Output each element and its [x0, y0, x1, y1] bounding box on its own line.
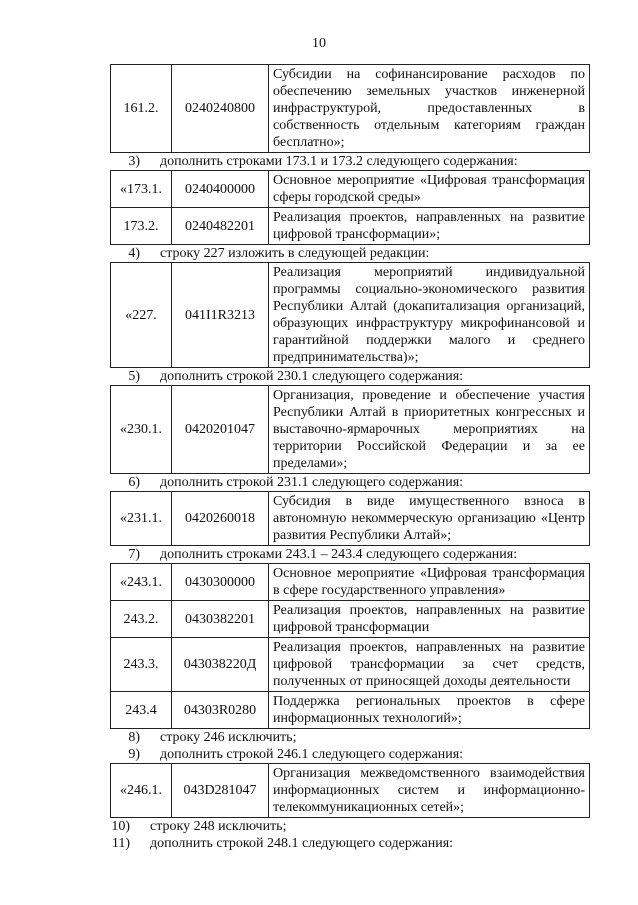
amendment-line — [110, 746, 590, 763]
amendment-line — [110, 474, 590, 491]
row-text: Субсидия в виде имущественного взноса в автономную некоммерческую организацию «Центр развития Республики Алтай»; — [269, 492, 590, 546]
amendment-number: 4) — [128, 246, 140, 261]
row-number: 161.2. — [111, 65, 172, 153]
table-row — [111, 764, 590, 818]
amendment-line — [110, 245, 590, 262]
amendment-text: дополнить строкой 230.1 следующего содержания: — [160, 369, 464, 384]
row-number: 243.3. — [111, 638, 172, 692]
row-text: Реализация проектов, направленных на развитие цифровой трансформации»; — [269, 208, 590, 245]
row-code: 0430300000 — [172, 564, 269, 601]
row-code: 0420260018 — [172, 492, 269, 546]
row-text: Субсидии на софинансирование расходов по обеспечению земельных участков инженерной инфраструктурой, предоставленных в собственность отдельным категориям граждан бесплатно»; — [269, 65, 590, 153]
row-text: Поддержка региональных проектов в сфере информационных технологий»; — [269, 692, 590, 729]
row-code: 0420201047 — [172, 386, 269, 474]
amendment-text: строку 248 исключить; — [150, 819, 287, 834]
table-row — [111, 692, 590, 729]
amendment-line — [110, 153, 590, 170]
row-code: 0240240800 — [172, 65, 269, 153]
amendment-number: 9) — [128, 747, 140, 762]
amendment-text: дополнить строками 173.1 и 173.2 следующего содержания: — [160, 154, 518, 169]
amendment-text: дополнить строкой 248.1 следующего содержания: — [150, 836, 454, 851]
amendment-text: дополнить строкой 231.1 следующего содержания: — [160, 475, 464, 490]
amendment-line — [110, 368, 590, 385]
row-code: 04303R0280 — [172, 692, 269, 729]
row-number: «231.1. — [111, 492, 172, 546]
page-number: 10 — [312, 36, 326, 51]
row-number: «243.1. — [111, 564, 172, 601]
table-block — [110, 491, 590, 546]
row-code: 043D281047 — [172, 764, 269, 818]
amendment-text: дополнить строкой 246.1 следующего содержания: — [160, 747, 464, 762]
row-number: «173.1. — [111, 171, 172, 208]
amendment-text: строку 246 исключить; — [160, 730, 297, 745]
row-code: 0240400000 — [172, 171, 269, 208]
amendment-line — [100, 818, 590, 835]
row-text: Основное мероприятие «Цифровая трансформация в сфере государственного управления» — [269, 564, 590, 601]
table-block — [110, 385, 590, 474]
row-code: 043038220Д — [172, 638, 269, 692]
table-block — [110, 563, 590, 729]
amendment-text: дополнить строками 243.1 – 243.4 следующего содержания: — [160, 547, 518, 562]
table-block — [110, 64, 590, 153]
document-body — [110, 64, 590, 852]
row-code: 0240482201 — [172, 208, 269, 245]
table-row — [111, 386, 590, 474]
row-number: 243.2. — [111, 601, 172, 638]
row-text: Реализация проектов, направленных на развитие цифровой трансформации за счет средств, полученных от приносящей доходы деятельности — [269, 638, 590, 692]
amendment-number: 8) — [128, 730, 140, 745]
amendment-line — [110, 546, 590, 563]
table-row — [111, 65, 590, 153]
table-row — [111, 564, 590, 601]
table-block — [110, 763, 590, 818]
table-block — [110, 262, 590, 368]
row-number: «230.1. — [111, 386, 172, 474]
row-text: Реализация проектов, направленных на развитие цифровой трансформации — [269, 601, 590, 638]
row-number: 243.4 — [111, 692, 172, 729]
amendment-number: 3) — [128, 154, 140, 169]
amendment-line — [110, 729, 590, 746]
table-row — [111, 263, 590, 368]
amendment-line — [100, 835, 590, 852]
amendment-text: строку 227 изложить в следующей редакции: — [160, 246, 430, 261]
row-code: 041I1R3213 — [172, 263, 269, 368]
amendment-number: 7) — [128, 547, 140, 562]
amendment-number: 5) — [128, 369, 140, 384]
table-block — [110, 170, 590, 245]
row-text: Организация, проведение и обеспечение участия Республики Алтай в приоритетных конгрессных и выставочно-ярмарочных мероприятиях на территории Российской Федерации и за ее пределами»; — [269, 386, 590, 474]
amendment-number: 11) — [111, 836, 130, 851]
amendment-number: 6) — [128, 475, 140, 490]
table-row — [111, 638, 590, 692]
row-code: 0430382201 — [172, 601, 269, 638]
row-number: 173.2. — [111, 208, 172, 245]
table-row — [111, 171, 590, 208]
amendment-number: 10) — [111, 819, 130, 834]
table-row — [111, 601, 590, 638]
row-number: «246.1. — [111, 764, 172, 818]
row-number: «227. — [111, 263, 172, 368]
table-row — [111, 492, 590, 546]
row-text: Организация межведомственного взаимодействия информационных систем и информационно-телекоммуникационных сетей»; — [269, 764, 590, 818]
table-row — [111, 208, 590, 245]
row-text: Реализация мероприятий индивидуальной программы социально-экономического развития Республики Алтай (докапитализация организаций, образующих инфраструктуру микрофинансовой и гарантийной поддержки малого и среднего предпринимательства)»; — [269, 263, 590, 368]
row-text: Основное мероприятие «Цифровая трансформация сферы городской среды» — [269, 171, 590, 208]
